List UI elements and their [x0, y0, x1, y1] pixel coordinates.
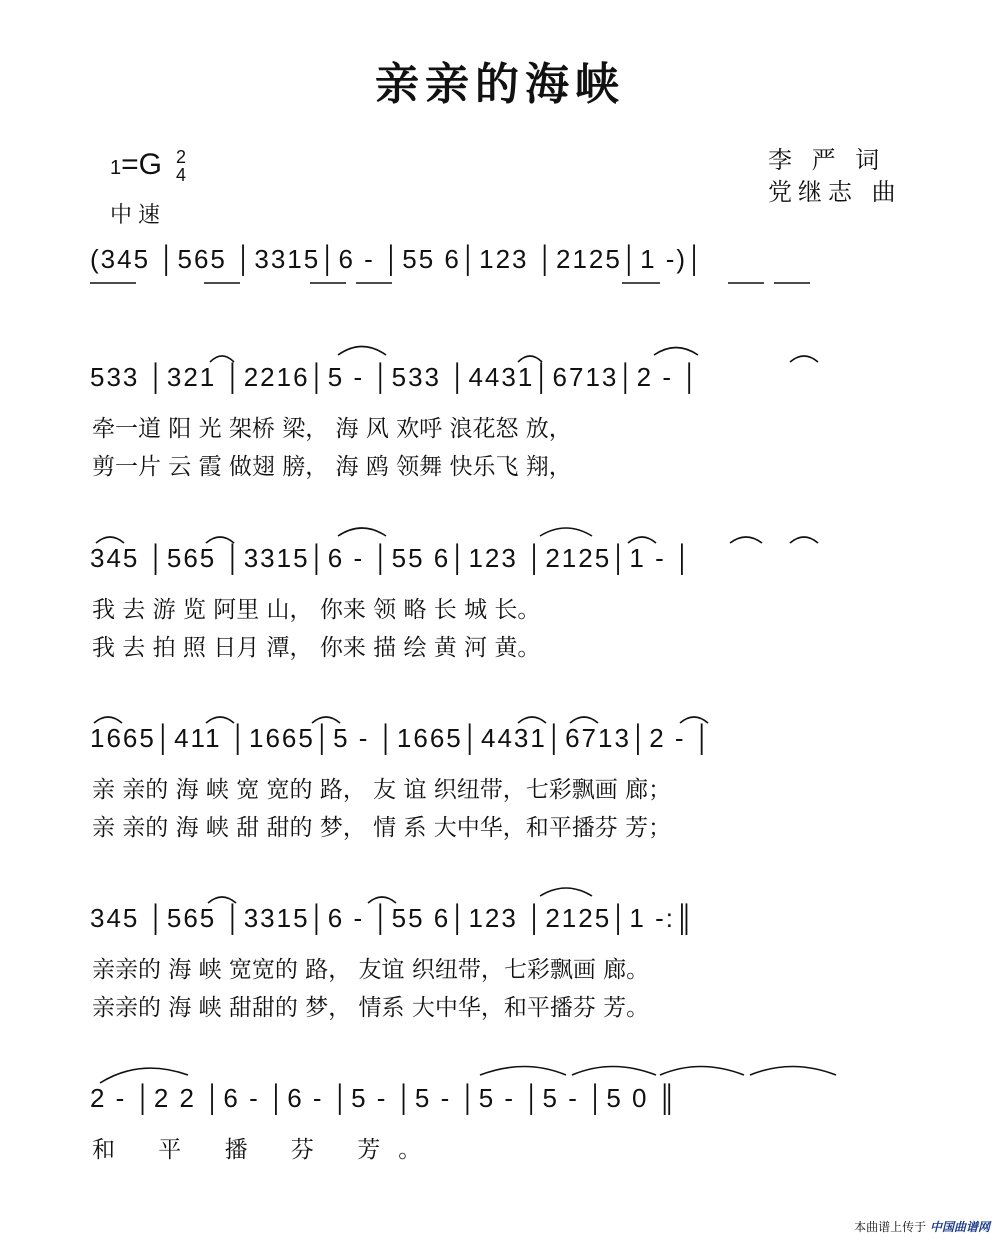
lyric-line-5-verse-1: 和 平 播 芬 芳。 [92, 1137, 440, 1163]
notation-line-2: 345 │565 │3315│6 - │55 6│123 │2125│1 - │ [90, 543, 694, 573]
key-prefix: 1 [110, 157, 122, 179]
footer-text: 本曲谱上传于 [854, 1220, 927, 1234]
footer-credit [854, 1218, 990, 1235]
footer-brand-logo: 中国曲谱网 [929, 1220, 990, 1234]
lyricist-credit: 李 严 词 [768, 146, 886, 174]
notation-line-5: 2 - │2 2 │6 - │6 - │5 - │5 - │5 - │5 - │5 0 ║ [90, 1083, 679, 1113]
lyric-line-4-verse-1: 亲亲的 海 峡 宽宽的 路， 友谊 织纽带，七彩飘画 廊。 [92, 957, 650, 983]
notation-line-4: 345 │565 │3315│6 - │55 6│123 │2125│1 -:║ [90, 903, 696, 933]
tempo-marking: 中速 [110, 203, 167, 228]
lyric-line-2-verse-2: 我 去 拍 照 日月 潭， 你来 描 绘 黄 河 黄。 [92, 635, 541, 661]
time-bottom: 4 [176, 165, 187, 185]
lyric-line-2-verse-1: 我 去 游 览 阿里 山， 你来 领 略 长 城 长。 [92, 597, 541, 623]
lyric-line-1-verse-1: 牵一道 阳 光 架桥 梁， 海 风 欢呼 浪花怒 放， [92, 416, 572, 442]
lyric-line-4-verse-2: 亲亲的 海 峡 甜甜的 梦， 情系 大中华，和平播芬 芳。 [92, 995, 650, 1021]
lyric-line-3-verse-2: 亲 亲的 海 峡 甜 甜的 梦， 情 系 大中华，和平播芬 芳； [92, 815, 672, 841]
lyric-line-3-verse-1: 亲 亲的 海 峡 宽 宽的 路， 友 谊 织纽带，七彩飘画 廊； [92, 777, 672, 803]
composer-credit: 党继志 曲 [768, 178, 902, 206]
notation-line-1: 533 │321 │2216│5 - │533 │4431│6713│2 - │ [90, 362, 701, 392]
time-top: 2 [176, 147, 187, 167]
page-title: 亲亲的海峡 [375, 59, 625, 110]
lyric-line-1-verse-2: 剪一片 云 霞 做翅 膀， 海 鸥 领舞 快乐飞 翔， [92, 454, 572, 480]
notation-line-3: 1665│411 │1665│5 - │1665│4431│6713│2 - │ [90, 723, 714, 753]
notation-line-0: (345 │565 │3315│6 - │55 6│123 │2125│1 -)│ [90, 244, 706, 274]
key-value: =G [121, 148, 162, 181]
